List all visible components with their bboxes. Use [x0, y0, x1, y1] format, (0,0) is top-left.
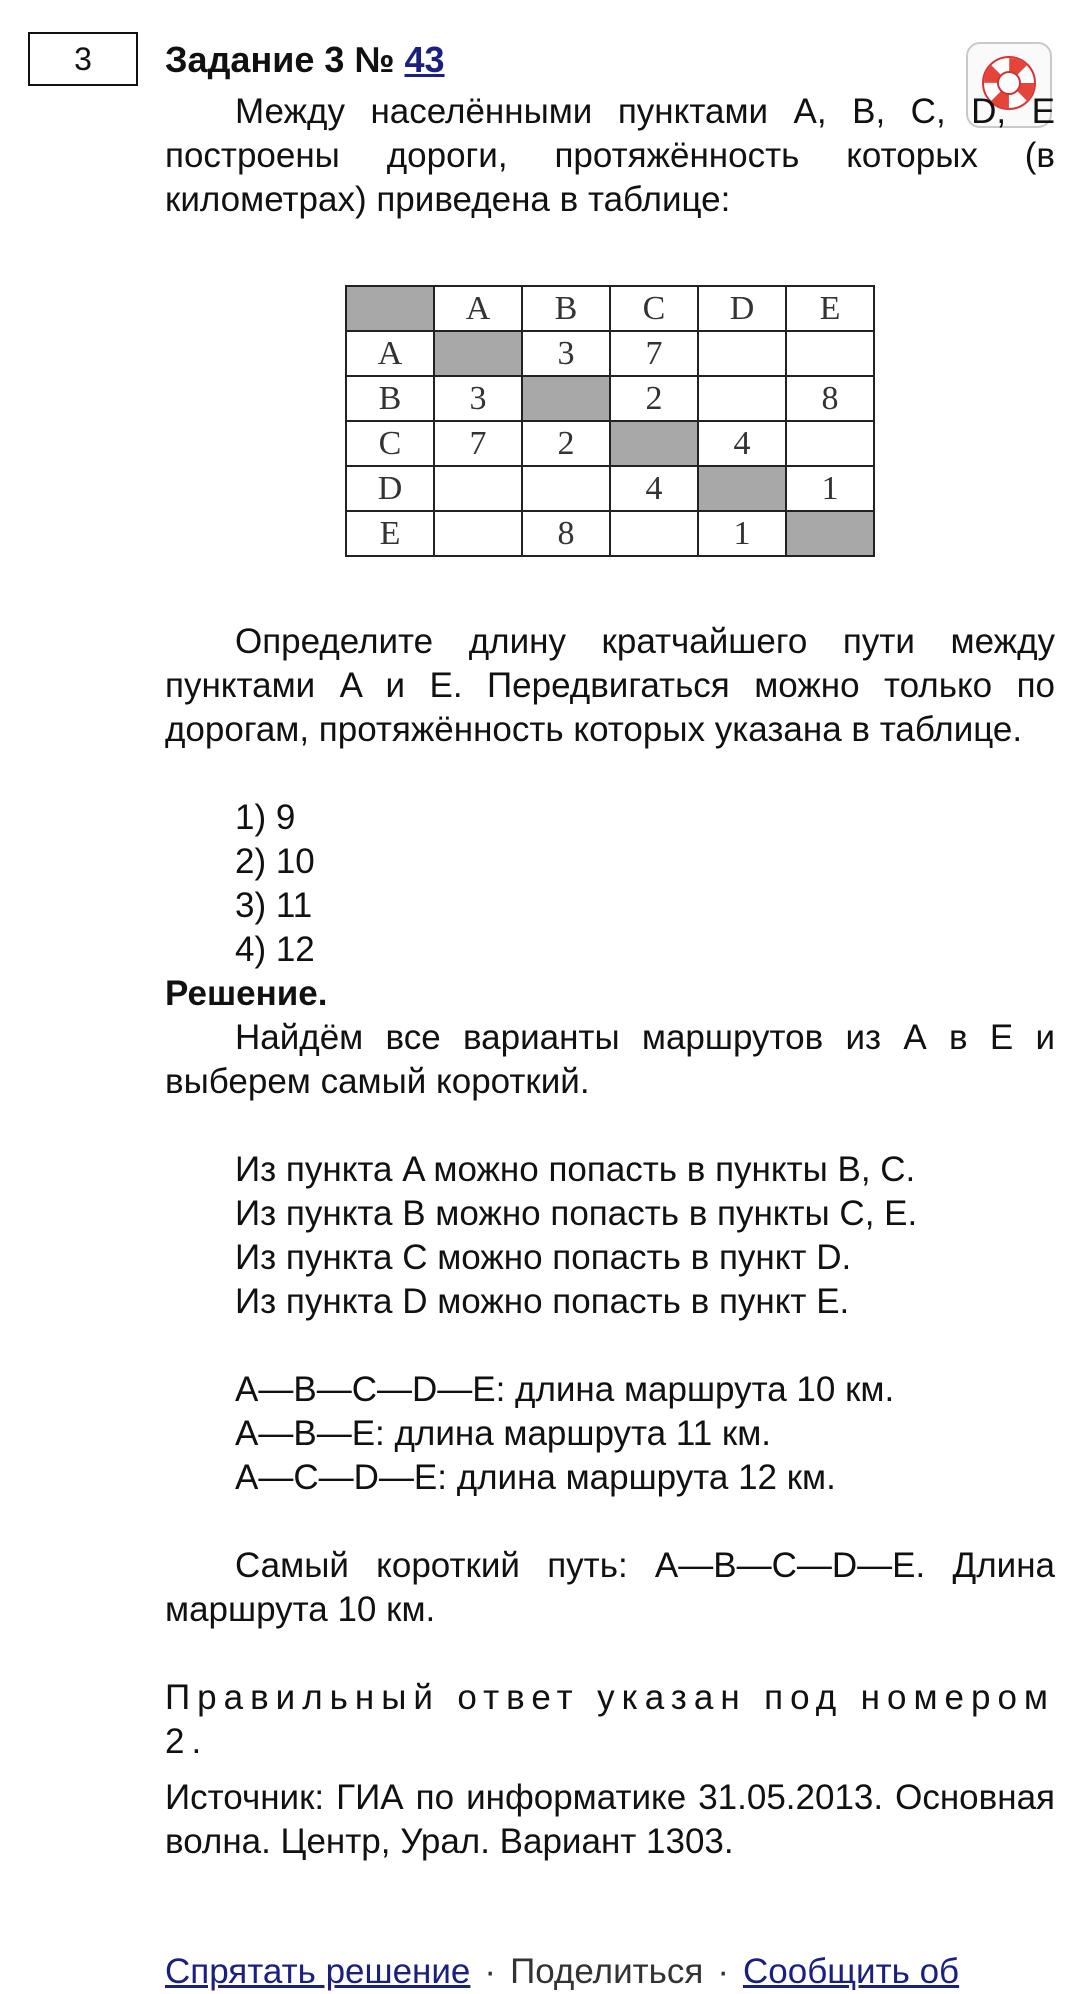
- task-link[interactable]: 43: [404, 39, 445, 80]
- solution-intro: Найдём все варианты маршрутов из А в E и выберем самый короткий.: [165, 1018, 1055, 1101]
- answer-option: 3) 11: [235, 886, 313, 925]
- table-cell: [522, 376, 610, 421]
- table-cell: 1: [786, 466, 874, 511]
- table-cell: [434, 466, 522, 511]
- table-row: [346, 421, 874, 466]
- table-cell: 7: [434, 421, 522, 466]
- report-link[interactable]: Сообщить об: [743, 1952, 960, 1991]
- table-cell: [698, 376, 786, 421]
- answer-option: 4) 12: [235, 930, 315, 969]
- solution-move: Из пункта B можно попасть в пункты C, E.: [235, 1194, 918, 1233]
- table-cell: 1: [698, 511, 786, 556]
- table-cell: [786, 331, 874, 376]
- table-row-label: A: [346, 331, 434, 376]
- table-cell: [786, 421, 874, 466]
- table-cell: 3: [434, 376, 522, 421]
- separator: ·: [717, 1952, 729, 1991]
- solution-move: Из пункта D можно попасть в пункт E.: [235, 1282, 850, 1321]
- distance-table: [345, 285, 875, 557]
- separator: ·: [484, 1952, 497, 1991]
- table-header-cell: A: [434, 286, 522, 331]
- table-header-cell: D: [698, 286, 786, 331]
- table-row-label: D: [346, 466, 434, 511]
- correct-answer-text: Правильный ответ указан под номером 2.: [165, 1678, 1055, 1761]
- solution-heading: Решение.: [165, 974, 328, 1013]
- table-cell: 2: [522, 421, 610, 466]
- task-title: [165, 30, 1055, 90]
- footer-links: [165, 1950, 1055, 1994]
- task-number-box: 3: [28, 32, 138, 86]
- table-cell: [522, 466, 610, 511]
- table-row: [346, 466, 874, 511]
- table-cell: 8: [522, 511, 610, 556]
- table-header-row: [346, 286, 874, 331]
- table-row-label: E: [346, 511, 434, 556]
- table-row: [346, 376, 874, 421]
- table-cell: 7: [610, 331, 698, 376]
- table-cell: [434, 331, 522, 376]
- table-corner-cell: [346, 286, 434, 331]
- question-text: Определите длину кратчайшего пути между пунктами A и E. Передвигаться можно только по дорогам, протяжённость которых указана в таблице.: [165, 622, 1055, 749]
- table-cell: 2: [610, 376, 698, 421]
- answer-option: 2) 10: [235, 842, 315, 881]
- answer-option: 1) 9: [235, 798, 296, 837]
- table-cell: [698, 331, 786, 376]
- table-header-cell: E: [786, 286, 874, 331]
- source-text: Источник: ГИА по информатике 31.05.2013. Основная волна. Центр, Урал. Вариант 1303.: [165, 1778, 1055, 1861]
- table-cell: 8: [786, 376, 874, 421]
- table-header-cell: B: [522, 286, 610, 331]
- table-row: [346, 331, 874, 376]
- table-row: [346, 511, 874, 556]
- table-row-label: C: [346, 421, 434, 466]
- table-header-cell: C: [610, 286, 698, 331]
- solution-move: Из пункта A можно попасть в пункты B, C.: [235, 1150, 916, 1189]
- table-cell: 4: [610, 466, 698, 511]
- table-cell: [786, 511, 874, 556]
- solution-move: Из пункта C можно попасть в пункт D.: [235, 1238, 852, 1277]
- share-button[interactable]: Поделиться: [510, 1952, 704, 1991]
- solution-route: A—B—E: длина маршрута 11 км.: [235, 1414, 772, 1453]
- table-cell: [434, 511, 522, 556]
- table-cell: [610, 421, 698, 466]
- hide-solution-link[interactable]: Спрятать решение: [165, 1952, 471, 1991]
- table-cell: [610, 511, 698, 556]
- solution-route: A—C—D—E: длина маршрута 12 км.: [235, 1458, 836, 1497]
- table-cell: 4: [698, 421, 786, 466]
- task-content: [165, 30, 1055, 222]
- task-intro: Между населёнными пунктами A, B, C, D, E построены дороги, протяжённость которых (в километрах) приведена в таблице:: [165, 92, 1055, 219]
- table-cell: [698, 466, 786, 511]
- task-title-prefix: Задание 3 №: [165, 39, 405, 80]
- table-cell: 3: [522, 331, 610, 376]
- table-row-label: B: [346, 376, 434, 421]
- question-block: [165, 620, 1055, 1864]
- solution-route: A—B—C—D—E: длина маршрута 10 км.: [235, 1370, 895, 1409]
- solution-conclusion: Самый короткий путь: A—B—C—D—E. Длина маршрута 10 км.: [165, 1546, 1055, 1629]
